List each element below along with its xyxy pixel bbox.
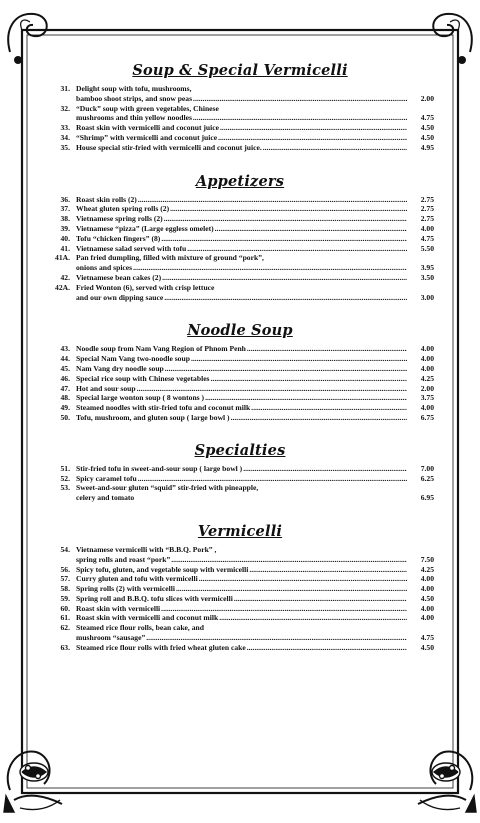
item-price: 4.00 [420, 603, 434, 613]
item-price: 6.95 [420, 493, 434, 503]
item-description: Sweet-and-sour gluten “squid” stir-fried with pineapple, [76, 483, 259, 493]
menu-item [46, 214, 434, 224]
item-number: 58. [60, 584, 70, 594]
corner-scroll-top-left [8, 14, 46, 63]
item-number: 59. [60, 593, 70, 603]
menu-item [46, 604, 434, 614]
menu-item [46, 384, 434, 394]
item-price: 3.00 [420, 292, 434, 302]
dot-leader [249, 565, 407, 575]
item-number: 42A. [55, 282, 70, 292]
dot-leader [162, 273, 407, 283]
dot-leader [161, 604, 407, 614]
item-price: 4.00 [420, 354, 434, 364]
item-list [46, 195, 434, 303]
item-description: “Shrimp” with vermicelli and coconut juice [76, 132, 218, 142]
item-number: 45. [60, 363, 70, 373]
item-description: Nam Vang dry noodle soup [76, 363, 164, 373]
item-number: 40. [60, 233, 70, 243]
menu-item [46, 133, 434, 143]
dot-leader [164, 214, 407, 224]
section-title: Soup & Special Vermicelli [132, 62, 348, 79]
item-number: 35. [60, 142, 70, 152]
menu-item [46, 253, 434, 273]
item-number: 63. [60, 642, 70, 652]
item-number: 39. [60, 223, 70, 233]
menu-item [46, 393, 434, 403]
item-number: 41A. [55, 253, 70, 263]
menu-item [46, 483, 434, 503]
item-description: Stir-fried tofu in sweet-and-sour soup ( large bowl ) [76, 463, 243, 473]
item-description: Fried Wonton (6), served with crisp lettuce [76, 282, 215, 292]
item-number: 51. [60, 463, 70, 473]
item-list [46, 84, 434, 153]
corner-scroll-top-right [433, 14, 471, 63]
dot-leader [263, 143, 407, 153]
menu-item [46, 344, 434, 354]
item-price: 2.75 [420, 204, 434, 214]
menu-content [46, 62, 434, 653]
item-price: 4.75 [420, 633, 434, 643]
menu-item [46, 374, 434, 384]
menu-item [46, 594, 434, 604]
item-price: 7.50 [420, 554, 434, 564]
item-description: Delight soup with tofu, mushrooms, [76, 84, 192, 93]
menu-item [46, 84, 434, 104]
item-number: 61. [60, 613, 70, 623]
item-number: 32. [60, 103, 70, 113]
item-description: Roast skin with vermicelli and coconut milk [76, 613, 219, 623]
item-price: 4.00 [420, 613, 434, 623]
dot-leader [193, 113, 407, 123]
item-number: 42. [60, 272, 70, 282]
menu-section [46, 442, 434, 503]
menu-item [46, 104, 434, 124]
dot-leader [247, 344, 407, 354]
dot-leader [164, 293, 407, 303]
menu-item [46, 224, 434, 234]
item-number: 47. [60, 383, 70, 393]
dot-leader [220, 123, 407, 133]
item-number: 33. [60, 123, 70, 133]
menu-item [46, 354, 434, 364]
menu-section [46, 523, 434, 653]
menu-section [46, 62, 434, 153]
item-number: 50. [60, 412, 70, 422]
item-price: 3.50 [420, 272, 434, 282]
menu-item [46, 565, 434, 575]
item-description: onions and spices [76, 263, 133, 273]
menu-item [46, 613, 434, 623]
item-price: 4.00 [420, 344, 434, 354]
dot-leader [199, 574, 407, 584]
dot-leader [137, 384, 407, 394]
item-description: celery and tomato [76, 493, 135, 503]
item-price: 6.75 [420, 412, 434, 422]
item-price: 4.00 [420, 403, 434, 413]
item-price: 2.00 [420, 383, 434, 393]
item-description: Hot and sour soup [76, 383, 136, 393]
item-description: Spicy caramel tofu [76, 473, 137, 483]
menu-item [46, 623, 434, 643]
item-number: 31. [60, 84, 70, 93]
item-description: “Duck” soup with green vegetables, Chinese [76, 103, 219, 113]
item-price: 4.50 [420, 132, 434, 142]
item-description: spring rolls and roast “pork” [76, 554, 171, 564]
item-description: Spicy tofu, gluten, and vegetable soup with vermicelli [76, 564, 249, 574]
item-price: 5.50 [420, 243, 434, 253]
menu-item [46, 584, 434, 594]
item-price: 4.00 [420, 223, 434, 233]
section-title: Noodle Soup [187, 322, 293, 340]
item-price: 4.25 [420, 373, 434, 383]
item-price: 4.75 [420, 113, 434, 123]
item-description: Steamed rice flour rolls, bean cake, and [76, 623, 204, 633]
menu-item [46, 474, 434, 484]
dot-leader [191, 354, 407, 364]
item-description: Vietnamese vermicelli with “B.B.Q. Pork” , [76, 544, 217, 554]
dot-leader [243, 464, 407, 474]
item-number: 43. [60, 344, 70, 354]
menu-item [46, 123, 434, 133]
item-description: Vietnamese spring rolls (2) [76, 214, 163, 224]
dot-leader [171, 555, 407, 565]
item-price: 4.00 [420, 363, 434, 373]
item-description: mushrooms and thin yellow noodles [76, 113, 192, 123]
dot-leader [193, 94, 407, 104]
item-number: 52. [60, 473, 70, 483]
dot-leader [211, 374, 407, 384]
menu-item [46, 273, 434, 283]
item-number: 56. [60, 564, 70, 574]
item-price: 2.75 [420, 214, 434, 224]
menu-item [46, 643, 434, 653]
menu-item [46, 464, 434, 474]
item-description: Pan fried dumpling, filled with mixture of ground “pork”, [76, 253, 264, 263]
item-description: Wheat gluten spring rolls (2) [76, 204, 170, 214]
flower-ornament-bottom-right [418, 752, 476, 812]
menu-item [46, 195, 434, 205]
item-number: 38. [60, 214, 70, 224]
menu-item [46, 283, 434, 303]
item-price: 4.50 [420, 642, 434, 652]
dot-leader [251, 403, 407, 413]
item-price: 4.50 [420, 123, 434, 133]
item-description: Spring rolls (2) with vermicelli [76, 584, 175, 594]
item-description: Vietnamese bean cakes (2) [76, 272, 162, 282]
item-description: Roast skin with vermicelli [76, 603, 161, 613]
item-description: mushroom “sausage” [76, 633, 146, 643]
item-description: Vietnamese “pizza” (Large eggless omelet) [76, 223, 214, 233]
dot-leader [205, 393, 407, 403]
dot-leader [133, 263, 407, 273]
menu-item [46, 545, 434, 565]
item-price: 4.50 [420, 593, 434, 603]
item-description: Tofu “chicken fingers” (8) [76, 233, 161, 243]
item-number: 54. [60, 544, 70, 554]
item-number: 44. [60, 354, 70, 364]
dot-leader [215, 224, 407, 234]
item-description: Noodle soup from Nam Vang Region of Phnom Penh [76, 344, 246, 354]
dot-leader [247, 643, 407, 653]
menu-item [46, 244, 434, 254]
item-description: and our own dipping sauce [76, 292, 164, 302]
dot-leader [161, 234, 407, 244]
item-price: 3.75 [420, 393, 434, 403]
item-description: Curry gluten and tofu with vermicelli [76, 574, 198, 584]
menu-item [46, 143, 434, 153]
item-price: 4.25 [420, 564, 434, 574]
item-list [46, 464, 434, 503]
item-description: Steamed rice flour rolls with fried wheat gluten cake [76, 642, 246, 652]
item-number: 36. [60, 194, 70, 204]
dot-leader [234, 594, 407, 604]
dot-leader [219, 613, 407, 623]
item-number: 46. [60, 373, 70, 383]
item-number: 41. [60, 243, 70, 253]
item-list [46, 545, 434, 653]
menu-item [46, 364, 434, 374]
item-description: bamboo shoot strips, and snow peas [76, 93, 193, 103]
item-price: 7.00 [420, 463, 434, 473]
menu-item [46, 574, 434, 584]
item-price: 2.75 [420, 194, 434, 204]
item-price: 3.95 [420, 263, 434, 273]
menu-item [46, 234, 434, 244]
item-price: 4.75 [420, 233, 434, 243]
item-description: Steamed noodles with stir-fried tofu and coconut milk [76, 403, 251, 413]
section-title: Vermicelli [197, 522, 283, 540]
section-title: Specialties [194, 441, 286, 459]
item-number: 37. [60, 204, 70, 214]
item-price: 6.25 [420, 473, 434, 483]
dot-leader [138, 474, 407, 484]
menu-item [46, 403, 434, 413]
item-list [46, 344, 434, 422]
dot-leader [138, 195, 407, 205]
item-price: 4.95 [420, 142, 434, 152]
menu-section [46, 322, 434, 422]
item-price: 4.00 [420, 584, 434, 594]
dot-leader [187, 244, 407, 254]
item-number: 62. [60, 623, 70, 633]
dot-leader [218, 133, 407, 143]
item-description: House special stir-fried with vermicelli and coconut juice. [76, 142, 262, 152]
dot-leader [146, 633, 407, 643]
item-number: 48. [60, 393, 70, 403]
item-description: Spring roll and B.B.Q. tofu slices with vermicelli [76, 593, 233, 603]
item-description: Tofu, mushroom, and gluten soup ( large bowl ) [76, 412, 230, 422]
item-number: 60. [60, 603, 70, 613]
dot-leader [170, 204, 407, 214]
dot-leader [176, 584, 407, 594]
dot-leader [165, 364, 407, 374]
item-description: Special rice soup with Chinese vegetables [76, 373, 210, 383]
section-title: Appetizers [195, 172, 285, 190]
item-number: 53. [60, 483, 70, 493]
menu-item [46, 204, 434, 214]
item-description: Roast skin rolls (2) [76, 194, 137, 204]
item-number: 57. [60, 574, 70, 584]
dot-leader [231, 413, 407, 423]
item-description: Roast skin with vermicelli and coconut juice [76, 123, 220, 133]
item-description: Special Nam Vang two-noodle soup [76, 354, 190, 364]
item-description: Special large wonton soup ( 8 wontons ) [76, 393, 205, 403]
menu-section [46, 173, 434, 303]
item-price: 2.00 [420, 93, 434, 103]
menu-item [46, 413, 434, 423]
item-price: 4.00 [420, 574, 434, 584]
flower-ornament-bottom-left [4, 752, 62, 812]
item-description: Vietnamese salad served with tofu [76, 243, 187, 253]
item-number: 34. [60, 132, 70, 142]
item-number: 49. [60, 403, 70, 413]
